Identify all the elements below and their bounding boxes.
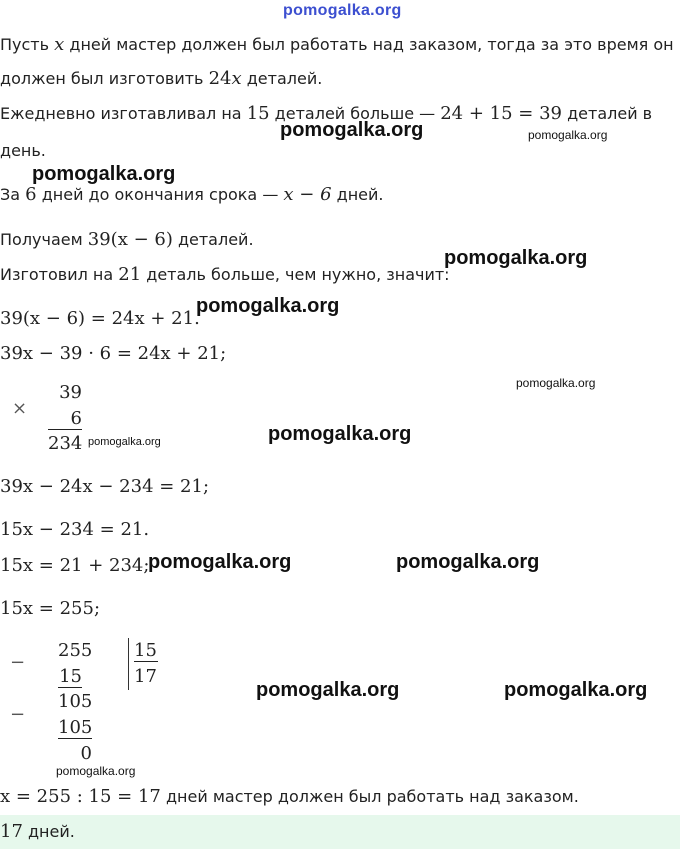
watermark: pomogalka.org xyxy=(444,247,588,269)
equation-4: 15x − 234 = 21. xyxy=(0,519,150,540)
text: дней до окончания срока — xyxy=(36,185,284,204)
text: деталей в xyxy=(562,104,653,123)
text: деталей. xyxy=(172,230,254,249)
text: деталей больше — xyxy=(269,104,441,123)
watermark: pomogalka.org xyxy=(196,295,340,317)
math-15: 15 xyxy=(246,103,270,124)
division-vertical-line xyxy=(128,638,129,690)
math-sum: 24 + 15 = 39 xyxy=(440,103,562,124)
answer xyxy=(0,821,75,842)
text: деталь больше, чем нужно, значит: xyxy=(141,265,450,284)
equation-1: 39(x − 6) = 24x + 21. xyxy=(0,308,200,329)
watermark: pomogalka.org xyxy=(268,423,412,445)
remainder-2: 0 xyxy=(80,743,92,764)
math-21: 21 xyxy=(118,264,142,285)
text: Ежедневно изготавливал на xyxy=(0,104,247,123)
answer-box xyxy=(0,815,680,849)
math-x: x xyxy=(231,68,242,89)
watermark: pomogalka.org xyxy=(516,376,596,390)
watermark: pomogalka.org xyxy=(528,128,608,142)
equation-5: 15x = 21 + 234; xyxy=(0,555,150,576)
text: дней мастер должен был работать над заказом, тогда за это время он xyxy=(64,35,674,54)
text-line-2 xyxy=(0,68,322,89)
remainder-1: 105 xyxy=(58,691,93,712)
equation-2: 39x − 39 · 6 = 24x + 21; xyxy=(0,343,227,364)
watermark: pomogalka.org xyxy=(256,679,400,701)
text: Получаем xyxy=(0,230,88,249)
answer-text: дней. xyxy=(22,822,75,841)
watermark: pomogalka.org xyxy=(56,764,136,778)
text-line-5 xyxy=(0,184,383,205)
subtrahend-2: 105 xyxy=(58,717,93,738)
final-text: дней мастер должен был работать над заказом. xyxy=(160,787,579,806)
math-x-6: x − 6 xyxy=(283,184,332,205)
watermark: pomogalka.org xyxy=(32,163,176,185)
subtrahend-1: 15 xyxy=(59,666,82,687)
text-line-6 xyxy=(0,229,254,250)
watermark: pomogalka.org xyxy=(148,551,292,573)
watermark: pomogalka.org xyxy=(280,119,424,141)
text-line-1 xyxy=(0,34,674,55)
math-39x6: 39(x − 6) xyxy=(87,229,173,250)
divisor: 15 xyxy=(134,640,157,661)
text: дней. xyxy=(331,185,384,204)
watermark: pomogalka.org xyxy=(396,551,540,573)
answer-number: 17 xyxy=(0,821,23,842)
text: деталей. xyxy=(241,69,323,88)
final-line xyxy=(0,786,579,807)
text: Изготовил на xyxy=(0,265,119,284)
mult-result: 234 xyxy=(48,433,83,454)
watermark: pomogalka.org xyxy=(504,679,648,701)
multiply-sign: × xyxy=(12,398,28,419)
text: Пусть xyxy=(0,35,55,54)
watermark-top: pomogalka.org xyxy=(283,2,402,19)
math-6: 6 xyxy=(25,184,37,205)
equation-3: 39x − 24x − 234 = 21; xyxy=(0,476,210,497)
quotient: 17 xyxy=(134,666,157,687)
division-minus-1: − xyxy=(10,652,26,673)
watermark: pomogalka.org xyxy=(88,436,161,448)
mult-top: 39 xyxy=(59,382,82,403)
division-minus-2: − xyxy=(10,704,26,725)
text: За xyxy=(0,185,26,204)
text-line-7 xyxy=(0,264,450,285)
dividend: 255 xyxy=(58,640,93,661)
text: должен был изготовить xyxy=(0,69,209,88)
final-equation: x = 255 : 15 = 17 xyxy=(0,786,161,807)
text-line-4: день. xyxy=(0,141,46,160)
equation-6: 15x = 255; xyxy=(0,598,101,619)
mult-bottom: 6 xyxy=(48,408,82,430)
math-x: x xyxy=(54,34,65,55)
math-24: 24 xyxy=(208,68,232,89)
